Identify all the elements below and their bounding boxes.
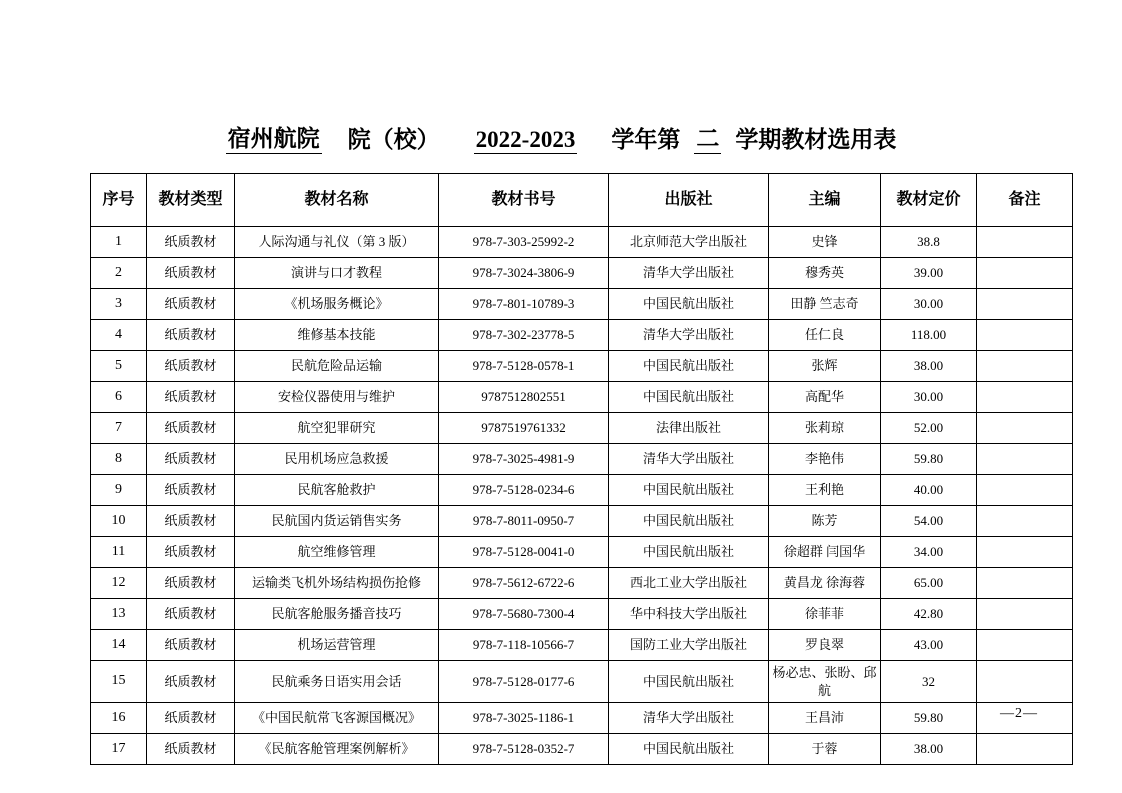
cell-index: 3 bbox=[91, 289, 147, 320]
cell-index: 4 bbox=[91, 320, 147, 351]
table-row bbox=[91, 537, 1073, 568]
cell-price: 32 bbox=[881, 661, 977, 703]
table-row bbox=[91, 568, 1073, 599]
cell-index: 8 bbox=[91, 444, 147, 475]
cell-type: 纸质教材 bbox=[147, 537, 235, 568]
cell-name: 民用机场应急救援 bbox=[235, 444, 439, 475]
cell-isbn: 9787519761332 bbox=[439, 413, 609, 444]
cell-publisher: 清华大学出版社 bbox=[609, 320, 769, 351]
cell-name: 民航客舱服务播音技巧 bbox=[235, 599, 439, 630]
cell-isbn: 978-7-303-25992-2 bbox=[439, 227, 609, 258]
table-row bbox=[91, 475, 1073, 506]
table-row bbox=[91, 599, 1073, 630]
table-row bbox=[91, 661, 1073, 703]
header-price: 教材定价 bbox=[881, 174, 977, 227]
cell-remark bbox=[977, 351, 1073, 382]
cell-editor: 田静 竺志奇 bbox=[769, 289, 881, 320]
cell-index: 12 bbox=[91, 568, 147, 599]
title-term-suffix: 学期教材选用表 bbox=[735, 127, 897, 152]
header-name: 教材名称 bbox=[235, 174, 439, 227]
cell-publisher: 法律出版社 bbox=[609, 413, 769, 444]
cell-publisher: 中国民航出版社 bbox=[609, 351, 769, 382]
cell-type: 纸质教材 bbox=[147, 258, 235, 289]
cell-price: 59.80 bbox=[881, 703, 977, 734]
cell-name: 民航乘务日语实用会话 bbox=[235, 661, 439, 703]
table-row bbox=[91, 734, 1073, 765]
cell-editor: 徐菲菲 bbox=[769, 599, 881, 630]
cell-price: 34.00 bbox=[881, 537, 977, 568]
cell-index: 11 bbox=[91, 537, 147, 568]
cell-remark bbox=[977, 506, 1073, 537]
title-year: 2022-2023 bbox=[475, 127, 576, 152]
cell-isbn: 978-7-5612-6722-6 bbox=[439, 568, 609, 599]
cell-name: 航空维修管理 bbox=[235, 537, 439, 568]
cell-index: 7 bbox=[91, 413, 147, 444]
cell-remark bbox=[977, 444, 1073, 475]
cell-remark bbox=[977, 568, 1073, 599]
cell-name: 民航国内货运销售实务 bbox=[235, 506, 439, 537]
cell-index: 9 bbox=[91, 475, 147, 506]
cell-editor: 史锋 bbox=[769, 227, 881, 258]
cell-name: 安检仪器使用与维护 bbox=[235, 382, 439, 413]
cell-price: 38.00 bbox=[881, 734, 977, 765]
cell-price: 42.80 bbox=[881, 599, 977, 630]
cell-price: 118.00 bbox=[881, 320, 977, 351]
table-row bbox=[91, 258, 1073, 289]
cell-isbn: 978-7-5128-0177-6 bbox=[439, 661, 609, 703]
cell-remark bbox=[977, 475, 1073, 506]
cell-remark bbox=[977, 258, 1073, 289]
cell-name: 机场运营管理 bbox=[235, 630, 439, 661]
cell-isbn: 978-7-801-10789-3 bbox=[439, 289, 609, 320]
cell-type: 纸质教材 bbox=[147, 475, 235, 506]
cell-type: 纸质教材 bbox=[147, 351, 235, 382]
cell-name: 维修基本技能 bbox=[235, 320, 439, 351]
cell-name: 运输类飞机外场结构损伤抢修 bbox=[235, 568, 439, 599]
cell-index: 15 bbox=[91, 661, 147, 703]
cell-publisher: 清华大学出版社 bbox=[609, 703, 769, 734]
cell-name: 《机场服务概论》 bbox=[235, 289, 439, 320]
table-row bbox=[91, 703, 1073, 734]
cell-price: 40.00 bbox=[881, 475, 977, 506]
cell-publisher: 清华大学出版社 bbox=[609, 258, 769, 289]
table-row bbox=[91, 289, 1073, 320]
cell-editor: 徐超群 闫国华 bbox=[769, 537, 881, 568]
cell-editor: 王利艳 bbox=[769, 475, 881, 506]
cell-publisher: 中国民航出版社 bbox=[609, 382, 769, 413]
cell-editor: 张莉琼 bbox=[769, 413, 881, 444]
cell-publisher: 华中科技大学出版社 bbox=[609, 599, 769, 630]
cell-isbn: 978-7-3024-3806-9 bbox=[439, 258, 609, 289]
table-row bbox=[91, 444, 1073, 475]
cell-remark bbox=[977, 413, 1073, 444]
cell-name: 民航客舱救护 bbox=[235, 475, 439, 506]
header-remark: 备注 bbox=[977, 174, 1073, 227]
cell-publisher: 清华大学出版社 bbox=[609, 444, 769, 475]
cell-editor: 陈芳 bbox=[769, 506, 881, 537]
cell-type: 纸质教材 bbox=[147, 734, 235, 765]
cell-name: 航空犯罪研究 bbox=[235, 413, 439, 444]
header-isbn: 教材书号 bbox=[439, 174, 609, 227]
table-row bbox=[91, 320, 1073, 351]
cell-price: 59.80 bbox=[881, 444, 977, 475]
cell-publisher: 中国民航出版社 bbox=[609, 661, 769, 703]
cell-publisher: 中国民航出版社 bbox=[609, 475, 769, 506]
cell-type: 纸质教材 bbox=[147, 599, 235, 630]
cell-type: 纸质教材 bbox=[147, 227, 235, 258]
cell-editor: 李艳伟 bbox=[769, 444, 881, 475]
cell-isbn: 978-7-5128-0578-1 bbox=[439, 351, 609, 382]
cell-publisher: 中国民航出版社 bbox=[609, 734, 769, 765]
cell-type: 纸质教材 bbox=[147, 506, 235, 537]
cell-type: 纸质教材 bbox=[147, 289, 235, 320]
cell-editor: 穆秀英 bbox=[769, 258, 881, 289]
cell-type: 纸质教材 bbox=[147, 444, 235, 475]
cell-remark bbox=[977, 630, 1073, 661]
cell-index: 1 bbox=[91, 227, 147, 258]
cell-price: 39.00 bbox=[881, 258, 977, 289]
cell-publisher: 北京师范大学出版社 bbox=[609, 227, 769, 258]
cell-isbn: 9787512802551 bbox=[439, 382, 609, 413]
header-publisher: 出版社 bbox=[609, 174, 769, 227]
cell-isbn: 978-7-118-10566-7 bbox=[439, 630, 609, 661]
cell-type: 纸质教材 bbox=[147, 320, 235, 351]
cell-isbn: 978-7-8011-0950-7 bbox=[439, 506, 609, 537]
cell-editor: 罗良翠 bbox=[769, 630, 881, 661]
cell-price: 65.00 bbox=[881, 568, 977, 599]
cell-name: 演讲与口才教程 bbox=[235, 258, 439, 289]
cell-name: 《民航客舱管理案例解析》 bbox=[235, 734, 439, 765]
cell-editor: 于蓉 bbox=[769, 734, 881, 765]
cell-editor: 任仁良 bbox=[769, 320, 881, 351]
cell-name: 人际沟通与礼仪（第 3 版） bbox=[235, 227, 439, 258]
table-row bbox=[91, 351, 1073, 382]
cell-index: 13 bbox=[91, 599, 147, 630]
cell-remark bbox=[977, 289, 1073, 320]
cell-price: 38.00 bbox=[881, 351, 977, 382]
cell-price: 43.00 bbox=[881, 630, 977, 661]
cell-isbn: 978-7-3025-1186-1 bbox=[439, 703, 609, 734]
cell-publisher: 中国民航出版社 bbox=[609, 537, 769, 568]
cell-remark bbox=[977, 382, 1073, 413]
cell-remark bbox=[977, 734, 1073, 765]
cell-editor: 王昌沛 bbox=[769, 703, 881, 734]
cell-index: 10 bbox=[91, 506, 147, 537]
cell-index: 14 bbox=[91, 630, 147, 661]
cell-price: 38.8 bbox=[881, 227, 977, 258]
cell-editor: 黄昌龙 徐海蓉 bbox=[769, 568, 881, 599]
title-institute: 院（校） bbox=[347, 127, 440, 152]
cell-price: 54.00 bbox=[881, 506, 977, 537]
cell-publisher: 国防工业大学出版社 bbox=[609, 630, 769, 661]
cell-index: 5 bbox=[91, 351, 147, 382]
cell-editor: 杨必忠、张盼、邱航 bbox=[769, 661, 881, 703]
cell-name: 民航危险品运输 bbox=[235, 351, 439, 382]
title-term-prefix: 学年第 bbox=[611, 127, 681, 152]
cell-type: 纸质教材 bbox=[147, 703, 235, 734]
cell-type: 纸质教材 bbox=[147, 661, 235, 703]
page-title bbox=[148, 120, 974, 154]
cell-index: 2 bbox=[91, 258, 147, 289]
cell-remark bbox=[977, 599, 1073, 630]
cell-price: 52.00 bbox=[881, 413, 977, 444]
cell-index: 16 bbox=[91, 703, 147, 734]
cell-type: 纸质教材 bbox=[147, 382, 235, 413]
cell-index: 17 bbox=[91, 734, 147, 765]
cell-remark bbox=[977, 661, 1073, 703]
cell-type: 纸质教材 bbox=[147, 630, 235, 661]
cell-publisher: 中国民航出版社 bbox=[609, 506, 769, 537]
table-row bbox=[91, 506, 1073, 537]
table-row bbox=[91, 382, 1073, 413]
cell-remark bbox=[977, 227, 1073, 258]
cell-type: 纸质教材 bbox=[147, 413, 235, 444]
cell-name: 《中国民航常飞客源国概况》 bbox=[235, 703, 439, 734]
cell-isbn: 978-7-5128-0041-0 bbox=[439, 537, 609, 568]
cell-isbn: 978-7-5680-7300-4 bbox=[439, 599, 609, 630]
header-type: 教材类型 bbox=[147, 174, 235, 227]
header-editor: 主编 bbox=[769, 174, 881, 227]
cell-index: 6 bbox=[91, 382, 147, 413]
cell-isbn: 978-7-5128-0352-7 bbox=[439, 734, 609, 765]
table-body bbox=[91, 227, 1073, 765]
page-number: —2— bbox=[1000, 706, 1038, 721]
textbook-selection-table bbox=[90, 173, 1073, 765]
title-school: 宿州航院 bbox=[226, 120, 322, 154]
cell-isbn: 978-7-3025-4981-9 bbox=[439, 444, 609, 475]
cell-isbn: 978-7-5128-0234-6 bbox=[439, 475, 609, 506]
table-row bbox=[91, 227, 1073, 258]
table-row bbox=[91, 413, 1073, 444]
cell-remark bbox=[977, 320, 1073, 351]
cell-publisher: 西北工业大学出版社 bbox=[609, 568, 769, 599]
header-index: 序号 bbox=[91, 174, 147, 227]
cell-price: 30.00 bbox=[881, 289, 977, 320]
cell-price: 30.00 bbox=[881, 382, 977, 413]
cell-publisher: 中国民航出版社 bbox=[609, 289, 769, 320]
cell-isbn: 978-7-302-23778-5 bbox=[439, 320, 609, 351]
title-term: 二 bbox=[694, 120, 721, 154]
cell-type: 纸质教材 bbox=[147, 568, 235, 599]
cell-editor: 高配华 bbox=[769, 382, 881, 413]
cell-editor: 张辉 bbox=[769, 351, 881, 382]
table-row bbox=[91, 630, 1073, 661]
table-header-row bbox=[91, 174, 1073, 227]
cell-remark bbox=[977, 537, 1073, 568]
